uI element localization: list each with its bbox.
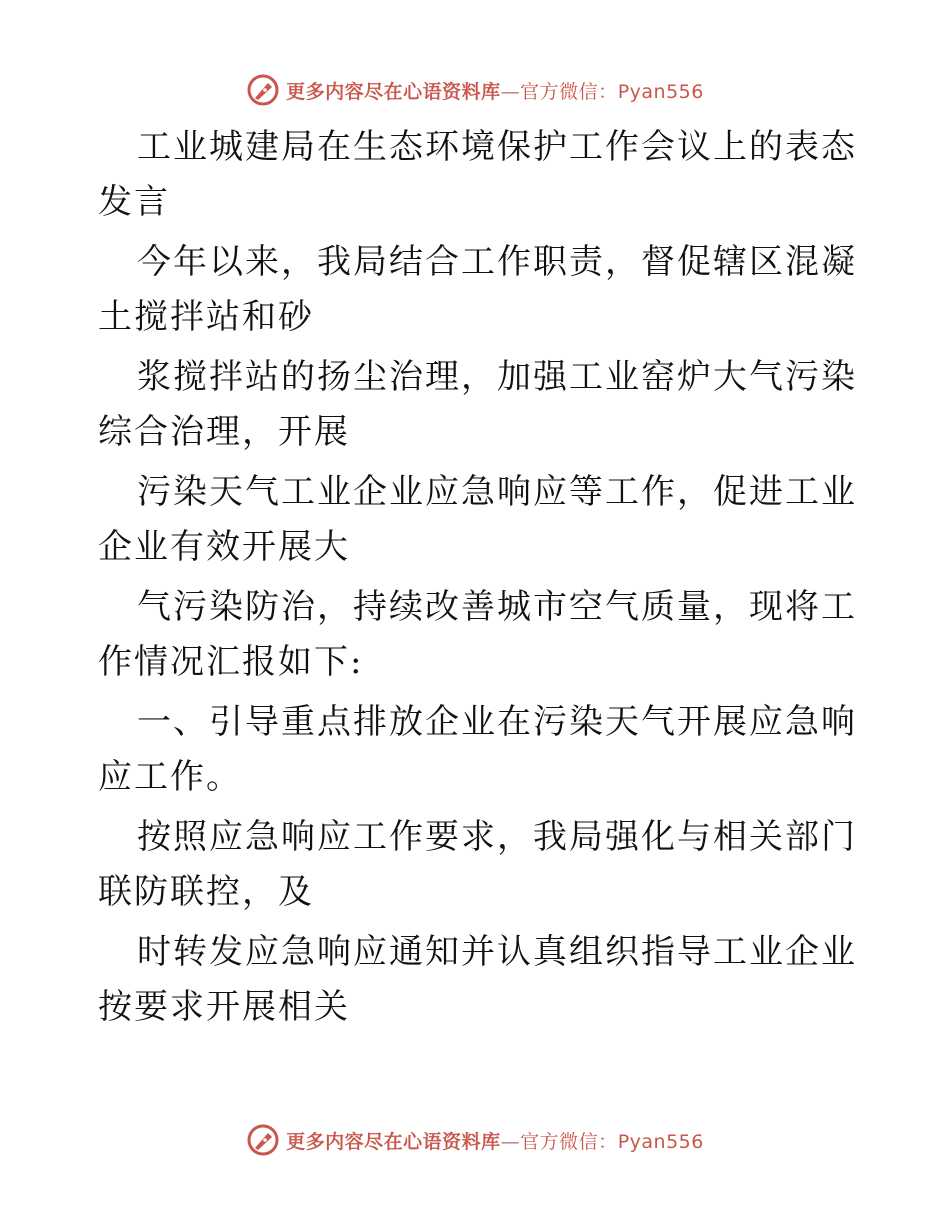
watermark-text [286,1127,704,1154]
document-title-line1: 工业城建局在生态环境保护工作会议上的表态 [137,127,857,167]
document-title [98,120,858,230]
document-body [98,120,858,1040]
watermark-wechat-label: 官方微信： [520,80,618,103]
watermark-wechat-id: Pyan556 [617,80,704,103]
watermark-wechat-id: Pyan556 [617,1130,704,1153]
paragraph: 时转发应急响应通知并认真组织指导工业企业按要求开展相关 [98,932,857,1027]
document-title-line2: 发言 [98,182,170,222]
watermark-separator: — [500,80,521,103]
footer-watermark-banner [0,1120,950,1160]
paragraph: 气污染防治，持续改善城市空气质量，现将工作情况汇报如下: [98,587,857,682]
header-watermark-banner [0,70,950,110]
watermark-separator: — [500,1130,521,1153]
pen-nib-circle-icon [246,73,280,107]
watermark-wechat-label: 官方微信： [520,1130,618,1153]
paragraph: 污染天气工业企业应急响应等工作，促进工业企业有效开展大 [98,472,857,567]
watermark-site-name: 更多内容尽在心语资料库 [286,1130,501,1153]
watermark-text [286,77,704,104]
paragraph: 浆搅拌站的扬尘治理，加强工业窑炉大气污染综合治理，开展 [98,357,857,452]
watermark-site-name: 更多内容尽在心语资料库 [286,80,501,103]
pen-nib-circle-icon [246,1123,280,1157]
paragraph: 按照应急响应工作要求，我局强化与相关部门联防联控，及 [98,817,857,912]
section-heading: 一、引导重点排放企业在污染天气开展应急响应工作。 [98,702,857,797]
paragraph: 今年以来，我局结合工作职责，督促辖区混凝土搅拌站和砂 [98,242,857,337]
